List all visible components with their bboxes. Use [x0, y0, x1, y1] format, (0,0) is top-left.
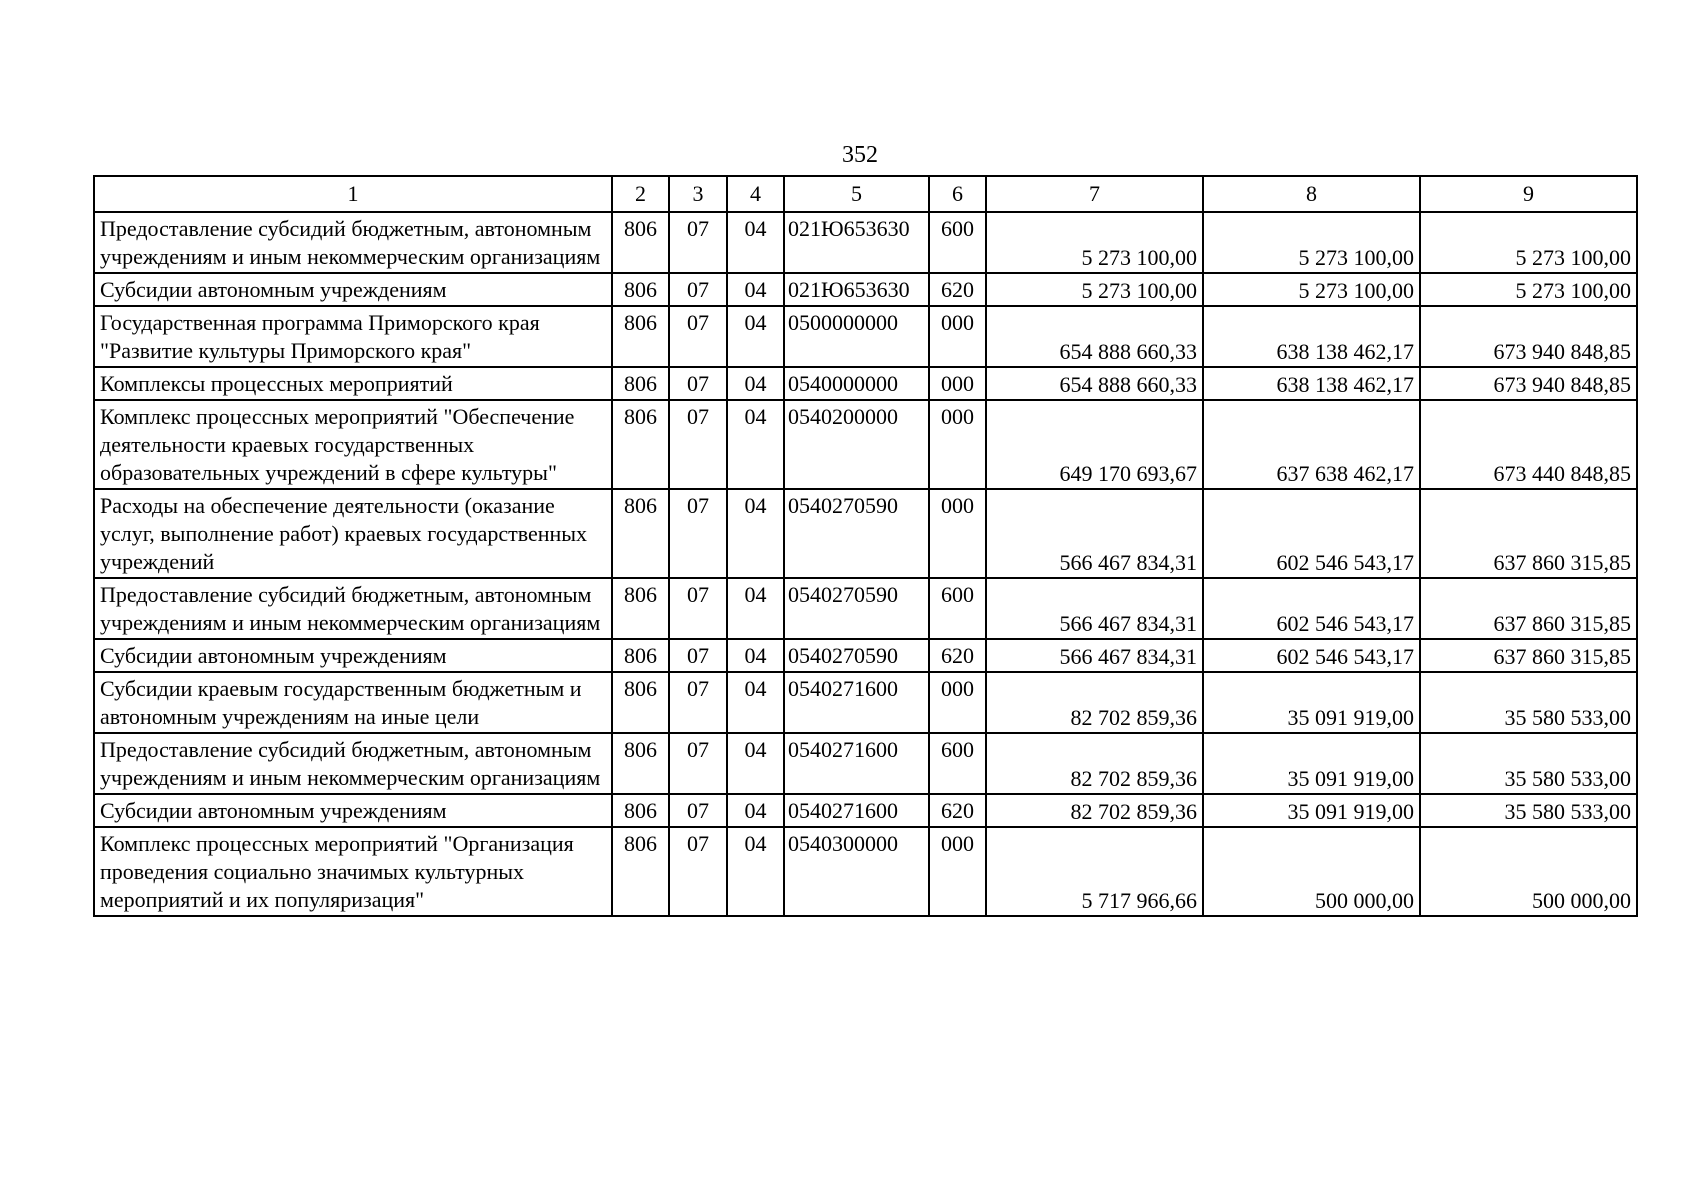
subsection-code: 04 [727, 400, 784, 489]
target-article-code: 0540200000 [784, 400, 929, 489]
table-row [94, 827, 1637, 916]
amount-col-8: 638 138 462,17 [1203, 306, 1420, 367]
table-row [94, 367, 1637, 400]
target-article-code: 021Ю653630 [784, 273, 929, 306]
amount-col-8: 602 546 543,17 [1203, 639, 1420, 672]
amount-col-9: 35 580 533,00 [1420, 794, 1637, 827]
amount-col-9: 35 580 533,00 [1420, 672, 1637, 733]
table-row [94, 489, 1637, 578]
row-name: Комплекс процессных мероприятий "Организация проведения социально значимых культурных мероприятий и их популяризация" [94, 827, 612, 916]
amount-col-7: 82 702 859,36 [986, 733, 1203, 794]
subsection-code: 04 [727, 578, 784, 639]
amount-col-9: 637 860 315,85 [1420, 639, 1637, 672]
amount-col-8: 5 273 100,00 [1203, 273, 1420, 306]
amount-col-7: 654 888 660,33 [986, 306, 1203, 367]
subsection-code: 04 [727, 639, 784, 672]
amount-col-8: 35 091 919,00 [1203, 672, 1420, 733]
target-article-code: 0540300000 [784, 827, 929, 916]
column-number-row [94, 176, 1637, 212]
expense-type-code: 600 [929, 578, 986, 639]
expense-type-code: 600 [929, 212, 986, 273]
subsection-code: 04 [727, 489, 784, 578]
column-header: 5 [784, 176, 929, 212]
column-header: 9 [1420, 176, 1637, 212]
expense-type-code: 620 [929, 639, 986, 672]
subsection-code: 04 [727, 827, 784, 916]
amount-col-7: 5 273 100,00 [986, 212, 1203, 273]
amount-col-8: 35 091 919,00 [1203, 733, 1420, 794]
column-header: 8 [1203, 176, 1420, 212]
expense-type-code: 000 [929, 489, 986, 578]
chapter-code: 806 [612, 827, 669, 916]
table-row [94, 306, 1637, 367]
section-code: 07 [669, 672, 727, 733]
expense-type-code: 620 [929, 273, 986, 306]
section-code: 07 [669, 212, 727, 273]
amount-col-8: 5 273 100,00 [1203, 212, 1420, 273]
subsection-code: 04 [727, 794, 784, 827]
amount-col-7: 5 717 966,66 [986, 827, 1203, 916]
expense-type-code: 000 [929, 672, 986, 733]
section-code: 07 [669, 273, 727, 306]
amount-col-9: 637 860 315,85 [1420, 578, 1637, 639]
subsection-code: 04 [727, 367, 784, 400]
table-row [94, 578, 1637, 639]
page-number: 352 [842, 142, 878, 168]
amount-col-8: 638 138 462,17 [1203, 367, 1420, 400]
subsection-code: 04 [727, 672, 784, 733]
amount-col-7: 649 170 693,67 [986, 400, 1203, 489]
amount-col-9: 673 440 848,85 [1420, 400, 1637, 489]
amount-col-8: 637 638 462,17 [1203, 400, 1420, 489]
amount-col-9: 35 580 533,00 [1420, 733, 1637, 794]
table-row [94, 639, 1637, 672]
chapter-code: 806 [612, 639, 669, 672]
section-code: 07 [669, 578, 727, 639]
row-name: Субсидии автономным учреждениям [94, 794, 612, 827]
chapter-code: 806 [612, 212, 669, 273]
amount-col-9: 673 940 848,85 [1420, 306, 1637, 367]
budget-table [93, 175, 1638, 917]
amount-col-9: 637 860 315,85 [1420, 489, 1637, 578]
chapter-code: 806 [612, 273, 669, 306]
expense-type-code: 000 [929, 400, 986, 489]
target-article-code: 0540271600 [784, 794, 929, 827]
target-article-code: 0500000000 [784, 306, 929, 367]
row-name: Субсидии автономным учреждениям [94, 639, 612, 672]
expense-type-code: 000 [929, 367, 986, 400]
amount-col-8: 35 091 919,00 [1203, 794, 1420, 827]
chapter-code: 806 [612, 733, 669, 794]
column-header: 2 [612, 176, 669, 212]
chapter-code: 806 [612, 400, 669, 489]
amount-col-9: 673 940 848,85 [1420, 367, 1637, 400]
section-code: 07 [669, 489, 727, 578]
column-header: 7 [986, 176, 1203, 212]
row-name: Предоставление субсидий бюджетным, автономным учреждениям и иным некоммерческим организациям [94, 733, 612, 794]
expense-type-code: 600 [929, 733, 986, 794]
amount-col-8: 602 546 543,17 [1203, 489, 1420, 578]
chapter-code: 806 [612, 306, 669, 367]
target-article-code: 0540271600 [784, 733, 929, 794]
section-code: 07 [669, 827, 727, 916]
column-header: 1 [94, 176, 612, 212]
target-article-code: 0540270590 [784, 578, 929, 639]
chapter-code: 806 [612, 367, 669, 400]
column-header: 3 [669, 176, 727, 212]
amount-col-9: 500 000,00 [1420, 827, 1637, 916]
target-article-code: 021Ю653630 [784, 212, 929, 273]
chapter-code: 806 [612, 672, 669, 733]
table-row [94, 400, 1637, 489]
expense-type-code: 000 [929, 306, 986, 367]
table-row [94, 733, 1637, 794]
column-header: 4 [727, 176, 784, 212]
row-name: Комплексы процессных мероприятий [94, 367, 612, 400]
target-article-code: 0540270590 [784, 639, 929, 672]
amount-col-7: 654 888 660,33 [986, 367, 1203, 400]
chapter-code: 806 [612, 578, 669, 639]
amount-col-7: 82 702 859,36 [986, 672, 1203, 733]
section-code: 07 [669, 794, 727, 827]
target-article-code: 0540000000 [784, 367, 929, 400]
amount-col-7: 82 702 859,36 [986, 794, 1203, 827]
section-code: 07 [669, 306, 727, 367]
amount-col-9: 5 273 100,00 [1420, 273, 1637, 306]
subsection-code: 04 [727, 306, 784, 367]
amount-col-7: 566 467 834,31 [986, 639, 1203, 672]
amount-col-7: 566 467 834,31 [986, 578, 1203, 639]
expense-type-code: 620 [929, 794, 986, 827]
chapter-code: 806 [612, 489, 669, 578]
amount-col-8: 602 546 543,17 [1203, 578, 1420, 639]
amount-col-8: 500 000,00 [1203, 827, 1420, 916]
amount-col-9: 5 273 100,00 [1420, 212, 1637, 273]
section-code: 07 [669, 400, 727, 489]
row-name: Субсидии автономным учреждениям [94, 273, 612, 306]
subsection-code: 04 [727, 733, 784, 794]
column-header: 6 [929, 176, 986, 212]
target-article-code: 0540271600 [784, 672, 929, 733]
row-name: Субсидии краевым государственным бюджетным и автономным учреждениям на иные цели [94, 672, 612, 733]
section-code: 07 [669, 733, 727, 794]
amount-col-7: 5 273 100,00 [986, 273, 1203, 306]
row-name: Предоставление субсидий бюджетным, автономным учреждениям и иным некоммерческим организациям [94, 578, 612, 639]
row-name: Расходы на обеспечение деятельности (оказание услуг, выполнение работ) краевых государственных учреждений [94, 489, 612, 578]
subsection-code: 04 [727, 273, 784, 306]
table-row [94, 273, 1637, 306]
table-row [94, 672, 1637, 733]
section-code: 07 [669, 367, 727, 400]
row-name: Комплекс процессных мероприятий "Обеспечение деятельности краевых государственных образовательных учреждений в сфере культуры" [94, 400, 612, 489]
target-article-code: 0540270590 [784, 489, 929, 578]
row-name: Предоставление субсидий бюджетным, автономным учреждениям и иным некоммерческим организациям [94, 212, 612, 273]
expense-type-code: 000 [929, 827, 986, 916]
table-row [94, 212, 1637, 273]
table-row [94, 794, 1637, 827]
chapter-code: 806 [612, 794, 669, 827]
subsection-code: 04 [727, 212, 784, 273]
section-code: 07 [669, 639, 727, 672]
amount-col-7: 566 467 834,31 [986, 489, 1203, 578]
row-name: Государственная программа Приморского края "Развитие культуры Приморского края" [94, 306, 612, 367]
